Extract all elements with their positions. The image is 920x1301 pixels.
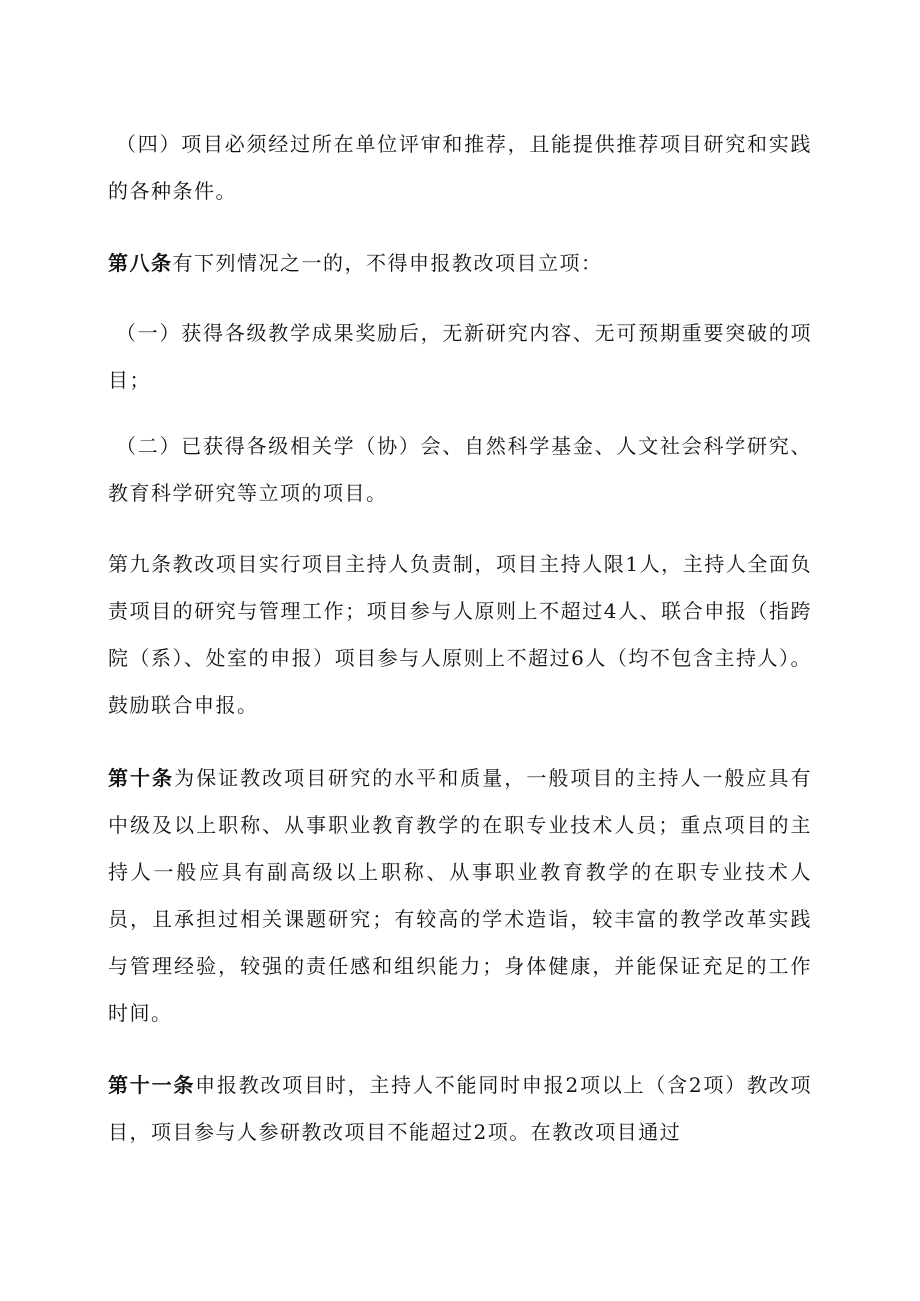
article-heading: 第十条 xyxy=(108,766,175,790)
paragraph-article-9 xyxy=(108,541,812,729)
paragraph-article-8 xyxy=(108,240,812,287)
paragraph-text: （四）项目必须经过所在单位评审和推荐，且能提供推荐项目研究和实践的各种条件。 xyxy=(108,132,812,203)
paragraph-text: （二）已获得各级相关学（协）会、自然科学基金、人文社会科学研究、教育科学研究等立项的项目。 xyxy=(108,434,812,505)
paragraph-text: （一）获得各级教学成果奖励后，无新研究内容、无可预期重要突破的项目； xyxy=(108,321,812,392)
article-heading: 第八条 xyxy=(108,251,173,275)
paragraph-text: 申报教改项目时，主持人不能同时申报2项以上（含2项）教改项目，项目参与人参研教改项目不能超过2项。在教改项目通过 xyxy=(108,1073,813,1144)
paragraph-text: 有下列情况之一的，不得申报教改项目立项： xyxy=(172,251,603,275)
paragraph-item-2 xyxy=(108,423,812,517)
paragraph-item-1 xyxy=(108,310,812,404)
paragraph-item-4 xyxy=(108,121,812,215)
paragraph-text: 第九条教改项目实行项目主持人负责制，项目主持人限1人，主持人全面负责项目的研究与管理工作；项目参与人原则上不超过4人、联合申报（指跨院（系）、处室的申报）项目参与人原则上不超过6人（均不包含主持人）。鼓励联合申报。 xyxy=(108,552,812,717)
paragraph-text: 为保证教改项目研究的水平和质量，一般项目的主持人一般应具有中级及以上职称、从事职业教育教学的在职专业技术人员；重点项目的主持人一般应具有副高级以上职称、从事职业教育教学的在职专业技术人员，且承担过相关课题研究；有较高的学术造诣，较丰富的教学改革实践与管理经验，较强的责任感和组织能力；身体健康，并能保证充足的工作时间。 xyxy=(108,766,813,1025)
paragraph-article-11 xyxy=(108,1062,812,1156)
article-heading: 第十一条 xyxy=(108,1073,196,1097)
paragraph-article-10 xyxy=(108,755,812,1037)
